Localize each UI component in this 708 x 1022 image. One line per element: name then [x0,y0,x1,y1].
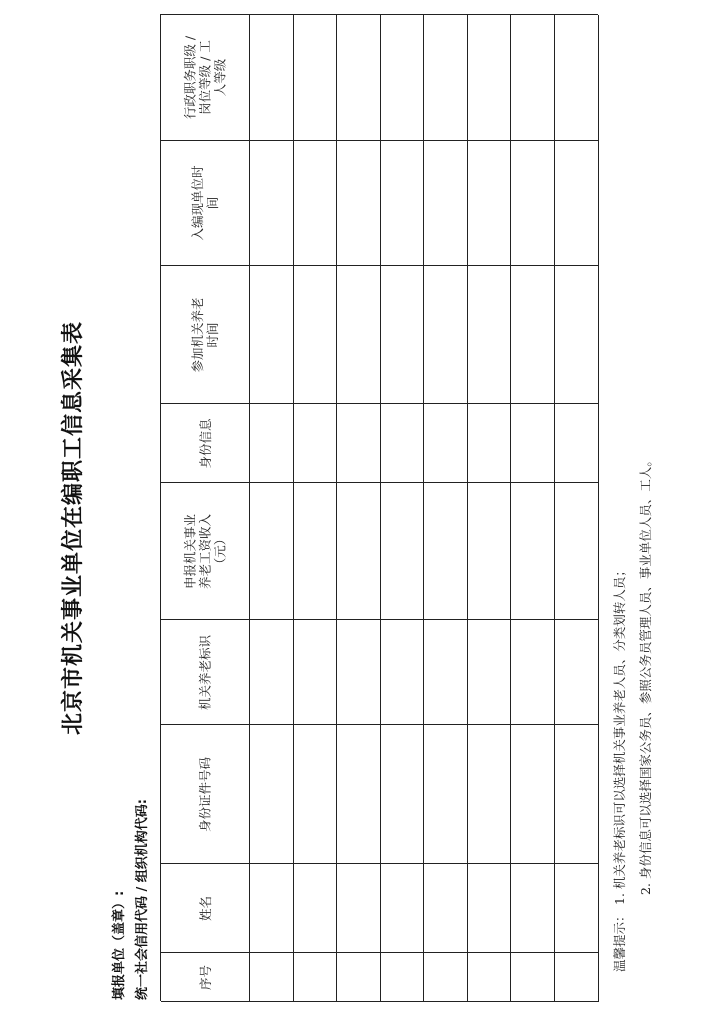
table-cell[interactable] [294,266,337,404]
page-title: 北京市机关事业单位在编职工信息采集表 [61,320,86,735]
note-item-1: 1. 机关养老标识可以选择机关事业养老人员、分类划转人员； [612,564,627,905]
notes-label: 温馨提示： [612,909,627,972]
table-cell[interactable] [468,864,511,953]
table-cell[interactable] [511,404,555,483]
table-cell[interactable] [250,483,294,620]
table-cell[interactable] [337,725,381,864]
table-cell[interactable] [381,266,424,404]
table-cell[interactable] [555,725,599,864]
table-cell[interactable] [555,864,599,953]
table-cell[interactable] [424,483,468,620]
table-cell[interactable] [250,404,294,483]
table-cell[interactable] [555,483,599,620]
header-name [161,864,250,953]
table-cell[interactable] [294,404,337,483]
table-cell[interactable] [468,141,511,266]
table-cell[interactable] [250,141,294,266]
table-cell[interactable] [381,953,424,1002]
table-cell[interactable] [337,620,381,725]
filler-unit-label: 填报单位（盖章）: [112,890,127,1000]
header-identity [161,404,250,483]
table-cell[interactable] [337,15,381,141]
table-cell[interactable] [468,953,511,1002]
table-cell[interactable] [250,266,294,404]
header-label: 申报机关事业养老工资收入（元） [182,513,228,589]
table-cell[interactable] [511,620,555,725]
header-pension-start [161,266,250,404]
table-cell[interactable] [337,404,381,483]
header-label: 身份信息 [197,418,213,469]
table-cell[interactable] [250,725,294,864]
table-cell[interactable] [381,620,424,725]
table-cell[interactable] [250,864,294,953]
header-label: 身份证件号码 [197,756,213,832]
table-cell[interactable] [381,725,424,864]
header-id-number [161,725,250,864]
table-cell[interactable] [250,953,294,1002]
header-label: 机关养老标识 [197,634,213,710]
table-cell[interactable] [424,266,468,404]
header-income [161,483,250,620]
table-cell[interactable] [555,141,599,266]
table-cell[interactable] [294,620,337,725]
table-cell[interactable] [337,953,381,1002]
table-cell[interactable] [294,15,337,141]
table-cell[interactable] [381,141,424,266]
table-cell[interactable] [555,15,599,141]
table-cell[interactable] [468,620,511,725]
table-cell[interactable] [294,953,337,1002]
table-cell[interactable] [468,483,511,620]
table-cell[interactable] [424,15,468,141]
table-cell[interactable] [511,725,555,864]
table-cell[interactable] [511,266,555,404]
table-cell[interactable] [424,725,468,864]
header-seq [161,953,250,1002]
table-cell[interactable] [294,864,337,953]
table-cell[interactable] [511,953,555,1002]
table-cell[interactable] [468,266,511,404]
table-cell[interactable] [294,141,337,266]
info-table [160,14,598,1001]
table-cell[interactable] [381,15,424,141]
table-cell[interactable] [337,864,381,953]
table-cell[interactable] [337,483,381,620]
credit-code-label: 统一社会信用代码 / 组织机构代码: [135,799,150,1000]
table-cell[interactable] [555,266,599,404]
table-cell[interactable] [424,141,468,266]
table-cell[interactable] [381,404,424,483]
table-cell[interactable] [555,620,599,725]
header-label: 姓名 [197,895,213,921]
table-cell[interactable] [424,620,468,725]
header-unit-entry [161,141,250,266]
table-cell[interactable] [381,483,424,620]
table-cell[interactable] [468,725,511,864]
table-cell[interactable] [511,864,555,953]
table-cell[interactable] [424,404,468,483]
table-cell[interactable] [250,15,294,141]
table-cell[interactable] [424,953,468,1002]
table-cell[interactable] [424,864,468,953]
table-cell[interactable] [294,725,337,864]
table-cell[interactable] [468,404,511,483]
table-cell[interactable] [337,266,381,404]
table-cell[interactable] [337,141,381,266]
header-label: 参加机关养老时间 [190,297,220,373]
table-cell[interactable] [555,404,599,483]
header-pension-flag [161,620,250,725]
note-item-2: 2. 身份信息可以选择国家公务员、参照公务员管理人员、事业单位人员、工人。 [638,454,653,895]
table-cell[interactable] [250,620,294,725]
table-cell[interactable] [294,483,337,620]
table-cell[interactable] [381,864,424,953]
header-label: 行政职务职级 / 岗位等级 / 工人等级 [182,35,228,120]
table-cell[interactable] [511,15,555,141]
table-cell[interactable] [511,483,555,620]
header-rank [161,15,250,141]
table-cell[interactable] [555,953,599,1002]
table-cell[interactable] [468,15,511,141]
header-label: 序号 [197,964,213,990]
header-label: 入编现单位时间 [190,165,220,241]
table-cell[interactable] [511,141,555,266]
